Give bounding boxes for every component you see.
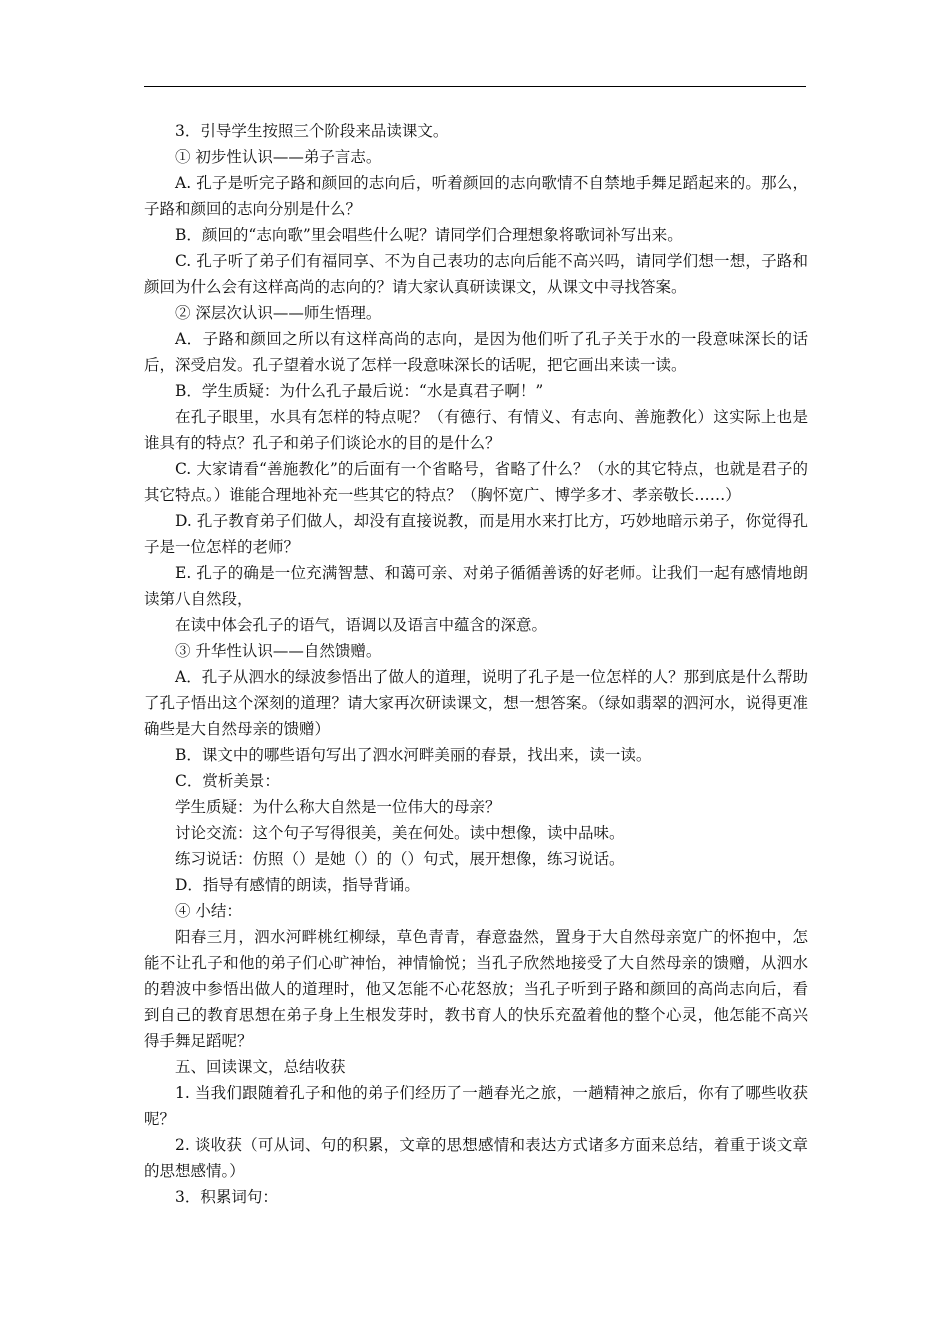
paragraph: 2. 谈收获（可从词、句的积累，文章的思想感情和表达方式诸多方面来总结，着重于谈文章的思想感情。）: [144, 1136, 808, 1180]
paragraph: E. 孔子的确是一位充满智慧、和蔼可亲、对弟子循循善诱的好老师。让我们一起有感情地朗读第八自然段，: [144, 564, 808, 608]
paragraph: ④ 小结：: [175, 902, 242, 920]
paragraph: D．指导有感情的朗读，指导背诵。: [175, 876, 420, 894]
document-body: [144, 118, 808, 1210]
paragraph: B．学生质疑：为什么孔子最后说：“水是真君子啊！”: [175, 382, 544, 400]
paragraph: B．课文中的哪些语句写出了泗水河畔美丽的春景，找出来，读一读。: [175, 746, 652, 764]
paragraph: 3．积累词句：: [175, 1188, 278, 1206]
header-rule: [144, 86, 806, 87]
paragraph: 学生质疑：为什么称大自然是一位伟大的母亲？: [175, 798, 501, 816]
paragraph: C. 大家请看“善施教化”的后面有一个省略号，省略了什么？（水的其它特点，也就是君子的其它特点。）谁能合理地补充一些其它的特点？（胸怀宽广、博学多才、孝亲敬长……）: [144, 460, 808, 504]
paragraph: A. 孔子是听完子路和颜回的志向后，听着颜回的志向歌情不自禁地手舞足蹈起来的。那么，子路和颜回的志向分别是什么？: [144, 174, 808, 218]
paragraph: 练习说话：仿照（）是她（）的（）句式，展开想像，练习说话。: [175, 850, 625, 868]
paragraph: ② 深层次认识——师生悟理。: [175, 304, 382, 322]
paragraph: 1. 当我们跟随着孔子和他的弟子们经历了一趟春光之旅，一趟精神之旅后，你有了哪些收获呢？: [144, 1084, 808, 1128]
paragraph: 讨论交流：这个句子写得很美，美在何处。读中想像，读中品味。: [175, 824, 625, 842]
section-heading: 五、回读课文，总结收获: [175, 1058, 346, 1076]
paragraph: 阳春三月，泗水河畔桃红柳绿，草色青青，春意盎然，置身于大自然母亲宽广的怀抱中，怎能不让孔子和他的弟子们心旷神怡，神情愉悦；当孔子欣然地接受了大自然母亲的馈赠，从泗水的碧波中参悟出做人的道理时，他又怎能不心花怒放；当孔子听到子路和颜回的高尚志向后，看到自己的教育思想在弟子身上生根发芽时，教书育人的快乐充盈着他的整个心灵，他怎能不高兴得手舞足蹈呢？: [144, 928, 808, 1050]
paragraph: B．颜回的“志向歌”里会唱些什么呢？请同学们合理想象将歌词补写出来。: [175, 226, 683, 244]
paragraph: A．子路和颜回之所以有这样高尚的志向，是因为他们听了孔子关于水的一段意味深长的话后，深受启发。孔子望着水说了怎样一段意味深长的话呢，把它画出来读一读。: [144, 330, 808, 374]
paragraph: ③ 升华性认识——自然馈赠。: [175, 642, 382, 660]
paragraph: C. 孔子听了弟子们有福同享、不为自己表功的志向后能不高兴吗，请同学们想一想，子路和颜回为什么会有这样高尚的志向的？请大家认真研读课文，从课文中寻找答案。: [144, 252, 808, 296]
paragraph: ① 初步性认识——弟子言志。: [175, 148, 382, 166]
paragraph: D. 孔子教育弟子们做人，却没有直接说教，而是用水来打比方，巧妙地暗示弟子，你觉得孔子是一位怎样的老师？: [144, 512, 808, 556]
paragraph: A．孔子从泗水的绿波参悟出了做人的道理，说明了孔子是一位怎样的人？那到底是什么帮助了孔子悟出这个深刻的道理？请大家再次研读课文，想一想答案。（绿如翡翠的泗河水，说得更准确些是大自然母亲的馈赠）: [144, 668, 808, 738]
paragraph: C．赏析美景：: [175, 772, 280, 790]
paragraph: 在孔子眼里，水具有怎样的特点呢？（有德行、有情义、有志向、善施教化）这实际上也是谁具有的特点？孔子和弟子们谈论水的目的是什么？: [144, 408, 808, 452]
paragraph: 在读中体会孔子的语气，语调以及语言中蕴含的深意。: [175, 616, 548, 634]
paragraph: 3．引导学生按照三个阶段来品读课文。: [175, 122, 449, 140]
